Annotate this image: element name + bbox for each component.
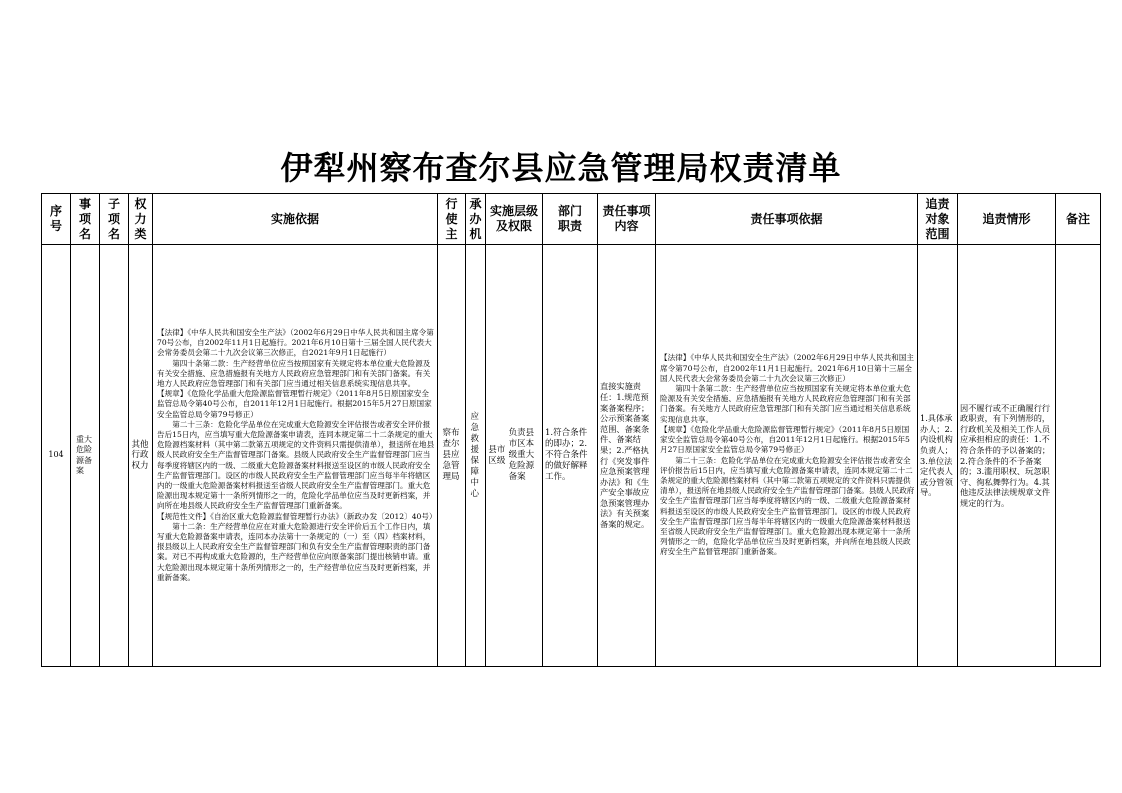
- cell-account-case: 因不履行或不正确履行行政职责，有下列情形的，行政机关及相关工作人员应承担相应的责任：1.不符合条件的予以备案的；2.符合条件的不予备案的；3.滥用职权、玩忽职守、徇私舞弊行为。4.其他违反法律法规规章文件规定的行为。: [958, 245, 1056, 667]
- cell-item-name: 重大危险源备案: [71, 245, 100, 667]
- basis-paragraph: 【规章】《危险化学品重大危险源监督管理暂行规定》（2011年8月5日原国家安全监管总局令第40号公布，自2011年12月1日起施行。根据2015年5月27日原国家安全监管总局令第79号修正）: [157, 389, 432, 419]
- header-account-target: 追责对象范围: [918, 194, 958, 245]
- cell-sub-item: [100, 245, 129, 667]
- header-item-name: 事项名: [71, 194, 100, 245]
- cell-basis: [153, 245, 438, 667]
- cell-seq: 104: [42, 245, 71, 667]
- header-account-case: 追责情形: [958, 194, 1056, 245]
- cell-resp-basis: [656, 245, 918, 667]
- basis-paragraph: 第四十条第二款：生产经营单位应当按照国家有关规定将本单位重大危险源及有关安全措施、应急措施报有关地方人民政府应急管理部门和有关部门备案。有关地方人民政府应急管理部门和有关部门应当通过相关信息系统实现信息共享。: [157, 358, 431, 388]
- header-executor: 行使主: [438, 194, 466, 245]
- table-row: [42, 245, 1101, 667]
- header-basis: 实施依据: [153, 194, 438, 245]
- cell-executor: 察布查尔县应急管理局: [438, 245, 466, 667]
- cell-account-target: 1.具体承办人；2.内设机构负责人；3.单位法定代表人或分管领导。: [918, 245, 958, 667]
- header-undertaker: 承办机: [466, 194, 486, 245]
- cell-level: [486, 245, 543, 667]
- header-resp-content: 责任事项内容: [598, 194, 656, 245]
- basis-paragraph: 第二十三条：危险化学品单位在完成重大危险源安全评估报告或者安全评价报告后15日内，应当填写重大危险源备案申请表，连同本规定第二十二条规定的重大危险源档案材料（其中第二款第五项规定的文件资料只需提供清单），报送所在地县级人民政府安全生产监督管理部门备案。县级人民政府安全生产监督管理部门应当每季度将辖区内的一级、二级重大危险源备案材料报送至设区的市级人民政府安全生产监督管理部门。设区的市级人民政府安全生产监督管理部门应当每半年将辖区内的一级重大危险源备案材料报送至省级人民政府安全生产监督管理部门。重大危险源出现本规定第十一条所列情形之一的，危险化学品单位应当及时更新档案，并向所在地县级人民政府安全生产监督管理部门重新备案。: [157, 419, 435, 511]
- resp-basis-paragraph: 第四十条第二款：生产经营单位应当按照国家有关规定将本单位重大危险源及有关安全措施、应急措施报有关地方人民政府应急管理部门和有关部门备案。有关地方人民政府应急管理部门和有关部门应当通过相关信息系统实现信息共享。: [660, 384, 911, 424]
- header-power-type: 权力类: [129, 194, 153, 245]
- page-title: 伊犁州察布查尔县应急管理局权责清单: [280, 149, 842, 187]
- basis-paragraph: 第十二条：生产经营单位应在对重大危险源进行安全评价后五个工作日内，填写重大危险源备案申请表，连同本办法第十一条规定的（一）至（四）档案材料，报县级以上人民政府安全生产监督管理部门和负有安全生产监督管理职责的部门备案。对已不再构成重大危险源的，生产经营单位应向原备案部门提出核销申请。重大危险源出现本规定第十条所列情形之一的，生产经营单位应当及时更新档案，并重新备案。: [157, 521, 431, 582]
- header-level: 实施层级及权限: [486, 194, 543, 245]
- header-dept-duty: 部门职责: [543, 194, 598, 245]
- level-detail: 负责县市区本级重大危险源备案: [508, 428, 535, 482]
- cell-dept-duty: 1.符合条件的即办；2.不符合条件的做好解释工作。: [543, 245, 598, 667]
- cell-resp-content: 直接实施责任：1.规范预案备案程序；公示预案备案范围、备案条件、备案结果；2.严格执行《突发事件应急预案管理办法》和《生产安全事故应急预案管理办法》有关预案备案的规定。: [598, 245, 656, 667]
- header-remarks: 备注: [1056, 194, 1101, 245]
- cell-undertaker: 应急救援保障中心: [466, 245, 486, 667]
- header-sub-item: 子项名: [100, 194, 129, 245]
- cell-power-type: 其他行政权力: [129, 245, 153, 667]
- resp-basis-paragraph: 【法律】《中华人民共和国安全生产法》（2002年6月29日中华人民共和国主席令第70号公布，自2002年11月1日起施行。2021年6月10日第十三届全国人民代表大会常务委员会第二十九次会议第三次修正）: [660, 353, 915, 383]
- level-scope: 县市区级: [488, 444, 506, 466]
- basis-paragraph: 【法律】《中华人民共和国安全生产法》（2002年6月29日中华人民共和国主席令第70号公布，自2002年11月1日起施行。2021年6月10日第十三届全国人民代表大会常务委员会第二十九次会议第三次修正，自2021年9月1日起施行）: [157, 327, 434, 358]
- resp-basis-paragraph: 第二十三条：危险化学品单位在完成重大危险源安全评估报告或者安全评价报告后15日内，应当填写重大危险源备案申请表，连同本规定第二十二条规定的重大危险源档案材料（其中第二款第五项规定的文件资料只需提供清单），报送所在地县级人民政府安全生产监督管理部门备案。县级人民政府安全生产监督管理部门应当每季度将辖区内的一级、二级重大危险源备案材料报送至设区的市级人民政府安全生产监督管理部门。设区的市级人民政府安全生产监督管理部门应当每半年将辖区内的一级重大危险源备案材料报送至省级人民政府安全生产监督管理部门。重大危险源出现本规定第十一条所列情形之一的，危险化学品单位应当及时更新档案，并向所在地县级人民政府安全生产监督管理部门重新备案。: [660, 455, 915, 557]
- cell-remarks: [1056, 245, 1101, 667]
- resp-basis-paragraph: 【规章】《危险化学品重大危险源监督管理暂行规定》（2011年8月5日原国家安全监管总局令第40号公布，自2011年12月1日起施行。根据2015年5月27日原国家安全监管总局令第79号修正）: [660, 424, 910, 455]
- basis-paragraph: 【规范性文件】《自治区重大危险源监督管理暂行办法》（新政办发〔2012〕40号）: [157, 511, 437, 521]
- header-resp-basis: 责任事项依据: [656, 194, 918, 245]
- header-seq: 序号: [42, 194, 71, 245]
- header-row: [42, 194, 1101, 245]
- responsibility-table: [41, 193, 1101, 667]
